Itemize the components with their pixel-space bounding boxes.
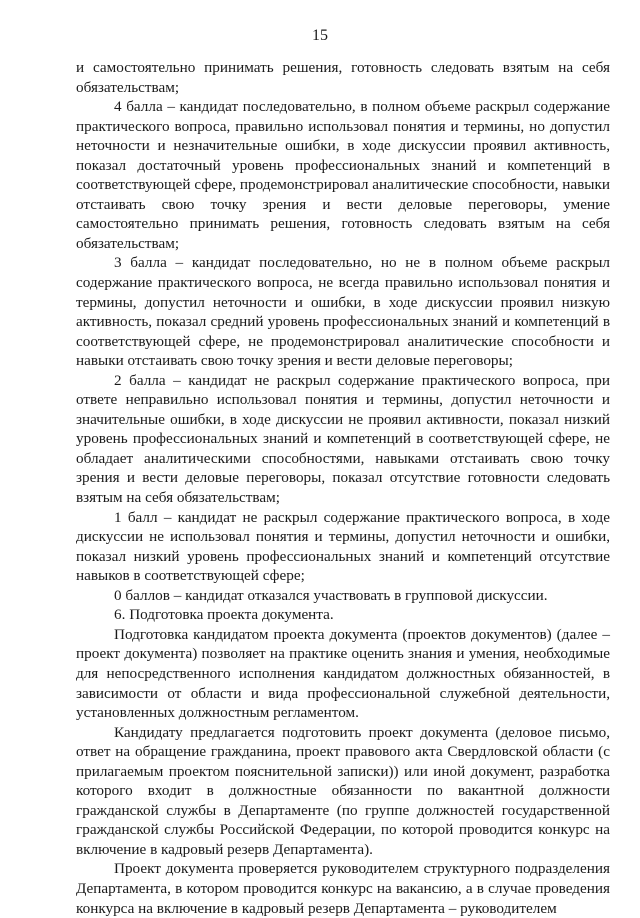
document-body	[76, 58, 610, 918]
paragraph-draft-review: Проект документа проверяется руководителем структурного подразделения Департамента, в котором проводится конкурс на вакансию, а в случае проведения конкурса на включение в кадровый резерв Департамента – руководителем	[76, 860, 610, 917]
paragraph-continuation: и самостоятельно принимать решения, готовность следовать взятым на себя обязательствам;	[76, 59, 610, 96]
section-heading-document-draft: 6. Подготовка проекта документа.	[114, 606, 334, 624]
paragraph-score-4: 4 балла – кандидат последовательно, в полном объеме раскрыл содержание практического вопроса, правильно использовал понятия и термины, но допустил неточности и незначительные ошибки, в ходе дискуссии проявил активность, показал достаточный уровень профессиональных знаний и компетенций в соответствующей сфере, продемонстрировал аналитические способности, навыки отстаивать свою точку зрения и вести деловые переговоры, умение самостоятельно принимать решения, готовность следовать взятым на себя обязательствам;	[76, 98, 610, 252]
paragraph-score-1: 1 балл – кандидат не раскрыл содержание практического вопроса, в ходе дискуссии не использовал понятия и термины, допустил неточности и ошибки, показал низкий уровень профессиональных знаний и компетенций отсутствие навыков в соответствующей сфере;	[76, 508, 610, 585]
paragraph-score-0: 0 баллов – кандидат отказался участвовать в групповой дискуссии.	[114, 586, 548, 604]
paragraph-score-3: 3 балла – кандидат последовательно, но не в полном объеме раскрыл содержание практического вопроса, не всегда правильно использовал понятия и термины, допустил неточности и ошибки, в ходе дискуссии проявил низкую активность, показал средний уровень профессиональных знаний и компетенций в соответствующей сфере, не продемонстрировал аналитические способности и навыки отстаивать свою точку зрения и вести деловые переговоры;	[76, 254, 610, 370]
paragraph-draft-purpose: Подготовка кандидатом проекта документа (проектов документов) (далее – проект документа) позволяет на практике оценить знания и умения, необходимые для непосредственного исполнения кандидатом должностных обязанностей, в зависимости от области и вида профессиональной служебной деятельности, установленных должностным регламентом.	[76, 625, 610, 722]
page-number: 15	[312, 27, 328, 44]
paragraph-score-2: 2 балла – кандидат не раскрыл содержание практического вопроса, при ответе неправильно использовал понятия и термины, допустил неточности и значительные ошибки, в ходе дискуссии не проявил активности, показал низкий уровень профессиональных знаний и компетенций в соответствующей сфере, не обладает аналитическими способностями, навыками отстаивать свою точку зрения и вести деловые переговоры, показал отсутствие готовности следовать взятым на себя обязательствам;	[76, 371, 610, 507]
paragraph-draft-task: Кандидату предлагается подготовить проект документа (деловое письмо, ответ на обращение гражданина, проект правового акта Свердловской области (с прилагаемым проектом пояснительной записки)) или иной документ, разработка которого входит в должностные обязанности по вакантной должности гражданской службы в Департаменте (по группе должностей государственной гражданской службы Российской Федерации, по которой проводится конкурс на включение в кадровый резерв Департамента).	[76, 723, 610, 858]
